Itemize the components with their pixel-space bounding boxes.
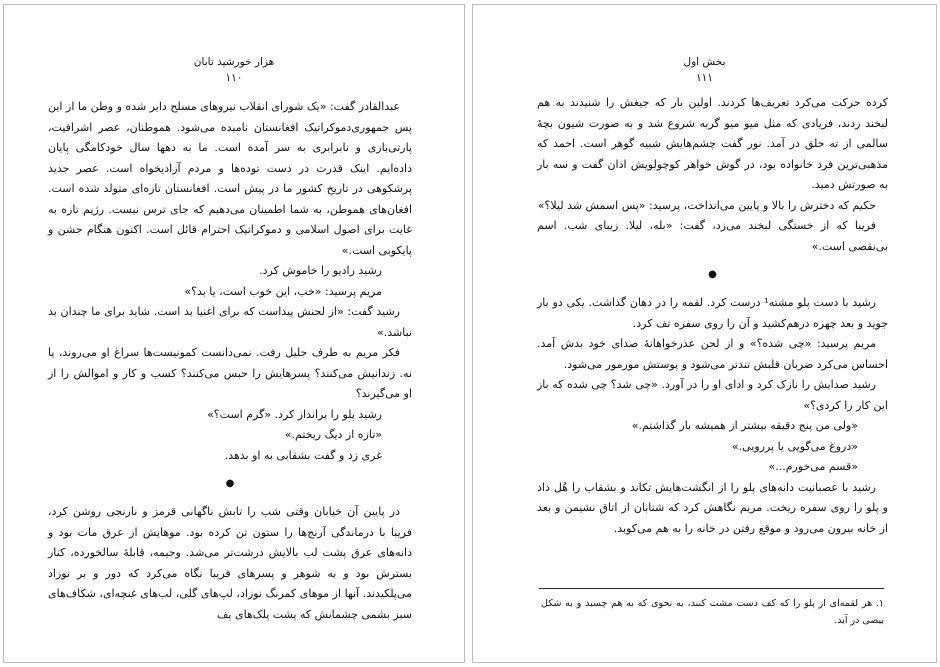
section-separator: ● [708, 269, 717, 280]
paragraph: رشید با دست پلو مشته¹ درست کرد. لقمه را در دهان گذاشت. یکی دو بار جوید و بعد چهره درهم‌کشید و آن را روی سفره تف کرد. [537, 296, 888, 330]
right-page-running-title: بخش اول [683, 56, 726, 68]
right-page [472, 4, 937, 663]
paragraph: رشید صدایش را نازک کرد و ادای او را در آورد. «چی شد؟ چی شده که باز این کار را کردی؟» [537, 378, 888, 412]
paragraph: فکر مریم به طرف جلیل رفت. نمی‌دانست کمونیست‌ها سراغ او می‌روند، یا نه. زندانیش می‌کنند؟ پسرهایش را حبس می‌کنند؟ کسب و کار و اموالش را از او می‌گیرند؟ [48, 346, 412, 400]
paragraph: «دروغ می‌گویی یا پررویی.» [731, 439, 858, 453]
left-page-running-title: هزار خورشید تابان [193, 56, 275, 68]
paragraph: رشید گفت: «از لحنش پیداست که برای اغنیا بد است. شاید برای ما چندان بد نباشد.» [48, 305, 412, 339]
paragraph: رشید پلو را برانداز کرد. «گرم است؟» [207, 407, 382, 421]
left-page [3, 4, 465, 663]
paragraph: حکیم که دخترش را بالا و پایین می‌انداخت، پرسید: «پس اسمش شد لیلا؟» [537, 198, 876, 212]
paragraph: «ولی من پنج دقیقه بیشتر از همیشه بار گذاشتم.» [631, 419, 858, 432]
paragraph: فریبا که از خستگی لبخند می‌زد، گفت: «بله، لیلا. زیبای شب. اسم بی‌نقصی است.» [537, 219, 888, 253]
paragraph: در پایین آن خیابان وقتی شب را تابش ناگهانی قرمز و نارنجی روشن کرد، فریبا با درماندگی آرنج‌ها را ستون تن کرده بود. موهایش از عرق مات بود و دانه‌های عرق پشت لب بالایش درشت‌تر می‌شد. وجیمه، قابلهٔ سالخورده، کنار بسترش بود و به شوهر و پسرهای فریبا نگاه می‌کرد که دور و بر نوزاد می‌پلکیدند. آنها از موهای کمرنگ نوزاد، لپ‌های گلی، لب‌های غنچه‌ای، شکاف‌های سبز بشمی چشمانش که پشت پلک‌های پف [48, 505, 412, 621]
paragraph: رشید با عصبانیت دانه‌های پلو را از انگشت‌هایش تکاند و بشقاب را هُل داد و پلو را روی سفره ریخت. مریم نگاهش کرد که شتابان از اتاق نشیمن و بعد از خانه بیرون می‌رود و موقع رفتن در خانه را به هم می‌کوبد. [537, 480, 888, 535]
footnote: ۱. هر لقمه‌ای از پلو را که کف دست مشت کنند، به نحوی که به هم چسبد و به شکل بیضی در آید. [541, 598, 884, 626]
paragraph: عبدالقادر گفت: «یک شورای انقلاب نیروهای مسلح دایر شده و وطن ما از این پس جمهوری‌دموکراتیک افغانستان نامیده می‌شود. هموطنان، عصر اشرافیت، پارتی‌بازی و نابرابری به سر آمده است. ما به دهها سال خودکامگی پایان داده‌ایم. اینک قدرت در دست توده‌ها و مردم آزادیخواه است. عصر جدید پرشکوهی در تاریخ کشور ما در پیش است. افغانستان تازه‌ای متولد شده است. افغان‌های هموطن، به شما اطمینان می‌دهیم که جای ترس نیست. رژیم تازه به غایت برای اصول اسلامی و دموکراتیک احترام قائل است. اکنون هنگام جشن و پایکوبی است.» [48, 100, 412, 257]
paragraph: غری زد و گفت بشقابی به او بدهد. [224, 448, 382, 462]
section-separator: ● [225, 478, 235, 489]
left-page-body [48, 97, 412, 625]
footnote-divider [539, 588, 884, 589]
paragraph: «تازه از دیگ ریختم.» [284, 428, 382, 441]
paragraph: رشید رادیو را خاموش کرد. [259, 264, 382, 277]
right-page-body [537, 93, 888, 539]
paragraph: «قسم می‌خورم...» [768, 460, 858, 473]
left-page-number: ۱۱۰ [225, 72, 243, 84]
paragraph: مریم پرسید: «خب، این خوب است، یا بد؟» [184, 284, 382, 298]
paragraph: مریم پرسید: «چی شده؟» و از لحن عذرخواهانهٔ صدای خود بدش آمد. احساس می‌کرد ضربان قلبش تندتر می‌شود و پوستش مورمور می‌شود. [537, 337, 888, 371]
right-page-number: ۱۱۱ [696, 72, 713, 84]
paragraph: کرده حرکت می‌کرد تعریف‌ها کردند. اولین بار که جیغش را شنیدند به هم لبخند زدند، فریادی که مثل میو میو گربه شروع شد و به صورت شیون بچهٔ سالمی از ته حلق در آمد. نور گفت چشم‌هایش شبیه گوهر است. احمد که مذهبی‌ترین فرد خانواده بود، در گوش خواهر کوچولویش اذان گفت و سه بار به صورتش دمید. [537, 96, 888, 191]
